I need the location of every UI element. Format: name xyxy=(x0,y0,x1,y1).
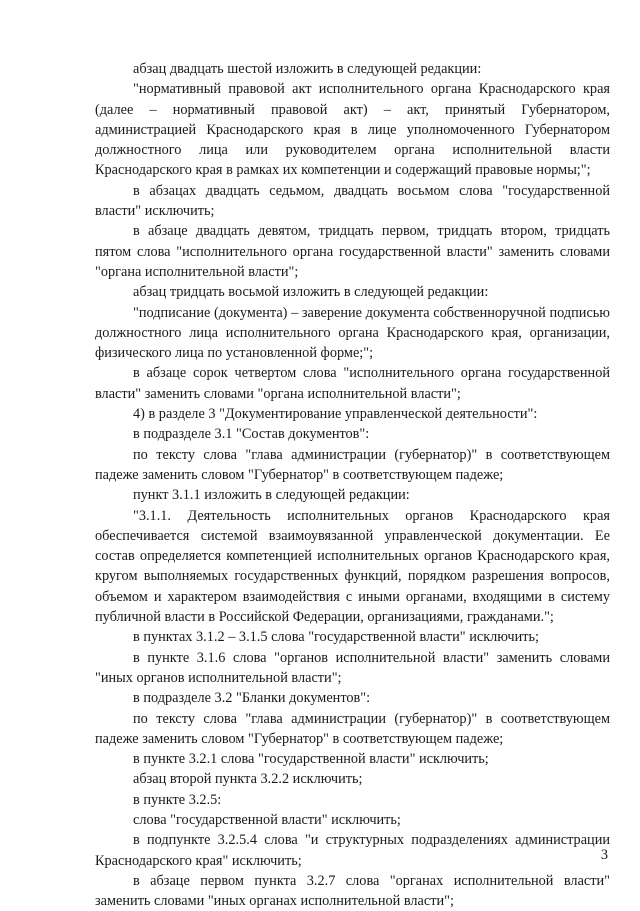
paragraph: "нормативный правовой акт исполнительного органа Краснодарского края (далее – нормативный правовой акт) – акт, принятый Губернатором, администрацией Краснодарского края в лице уполномоченного Губернатором должностного лица или руководителем органа исполнительной власти Краснодарского края в рамках их компетенции и содержащий правовые нормы;"; xyxy=(95,81,610,179)
paragraph: в подразделе 3.2 "Бланки документов": xyxy=(133,690,371,707)
paragraph: "3.1.1. Деятельность исполнительных органов Краснодарского края обеспечивается системой взаимоувязанной управленческой документации. Ее состав определяется компетенцией исполнительных органов Краснодарского края, кругом выполняемых государственных функций, порядком разрешения вопросов, объемом и характером взаимодействия с иными органами, входящими в систему публичной власти в Российской Федерации, организациями, гражданами."; xyxy=(95,507,610,626)
paragraph: абзац тридцать восьмой изложить в следующей редакции: xyxy=(133,284,489,301)
paragraph: по тексту слова "глава администрации (губернатор)" в соответствующем падеже заменить словом "Губернатор" в соответствующем падеже; xyxy=(95,710,610,747)
paragraph: абзац второй пункта 3.2.2 исключить; xyxy=(133,771,363,788)
paragraph: пункт 3.1.1 изложить в следующей редакции: xyxy=(133,487,410,504)
paragraph: в пунктах 3.1.2 – 3.1.5 слова "государственной власти" исключить; xyxy=(133,629,539,646)
paragraph: в пункте 3.2.5: xyxy=(133,791,222,808)
paragraph: абзац двадцать шестой изложить в следующей редакции: xyxy=(133,61,482,77)
document-body xyxy=(95,59,610,911)
paragraph: в абзаце первом пункта 3.2.7 слова "органах исполнительной власти" заменить словами "иных органах исполнительной власти"; xyxy=(95,872,610,910)
paragraph: в пункте 3.1.6 слова "органов исполнительной власти" заменить словами "иных органов исполнительной власти"; xyxy=(95,649,610,686)
paragraph: 4) в разделе 3 "Документирование управленческой деятельности": xyxy=(133,406,538,423)
page-number: 3 xyxy=(600,847,608,863)
paragraph: в подпункте 3.2.5.4 слова "и структурных подразделениях администрации Краснодарского края" исключить; xyxy=(95,832,610,869)
paragraph: в абзаце сорок четвертом слова "исполнительного органа государственной власти" заменить словами "органа исполнительной власти"; xyxy=(95,365,610,402)
paragraph: по тексту слова "глава администрации (губернатор)" в соответствующем падеже заменить словом "Губернатор" в соответствующем падеже; xyxy=(95,446,610,483)
paragraph: слова "государственной власти" исключить; xyxy=(133,811,401,828)
paragraph: в пункте 3.2.1 слова "государственной власти" исключить; xyxy=(133,751,489,768)
paragraph: в абзаце двадцать девятом, тридцать первом, тридцать втором, тридцать пятом слова "исполнительного органа государственной власти" заменить словами "органа исполнительной власти"; xyxy=(95,223,610,280)
paragraph: "подписание (документа) – заверение документа собственноручной подписью должностного лица исполнительного органа Краснодарского края, организации, физического лица по установленной форме;"; xyxy=(95,304,610,362)
paragraph: в подразделе 3.1 "Состав документов": xyxy=(133,426,370,443)
paragraph: в абзацах двадцать седьмом, двадцать восьмом слова "государственной власти" исключить; xyxy=(95,182,610,220)
